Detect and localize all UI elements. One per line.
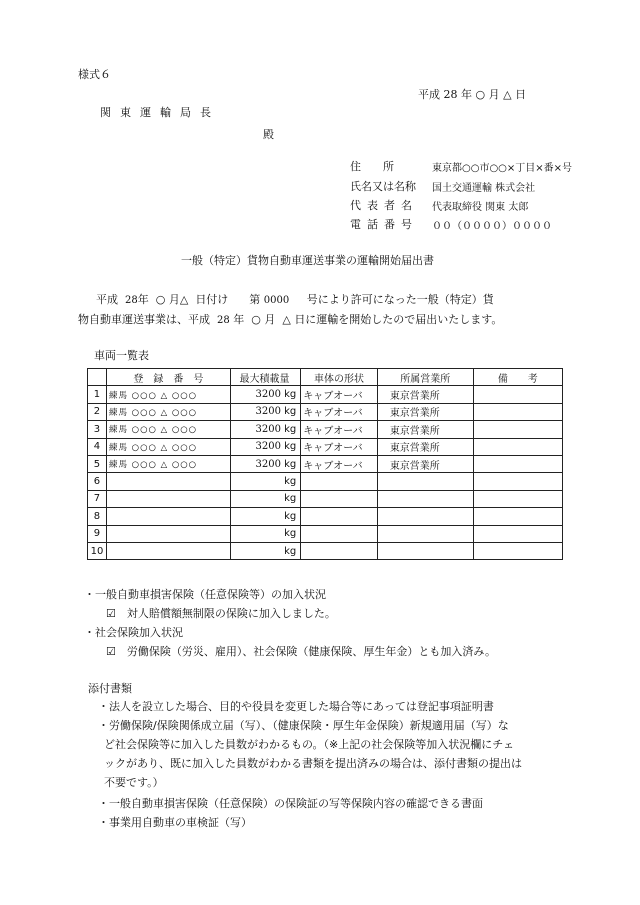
insurance-heading: ・一般自動車損害保険（任意保険等）の加入状況 <box>84 588 326 601</box>
cell-remarks <box>473 386 562 403</box>
social-insurance-heading: ・社会保険加入状況 <box>84 626 183 639</box>
cell-registration <box>106 490 230 507</box>
attachments-title: 添付書類 <box>88 682 132 695</box>
cell-no: 6 <box>88 473 107 490</box>
cell-no: 5 <box>88 455 107 472</box>
attachment-item: ・一般自動車損害保険（任意保険）の保険証の写等保険内容の確認できる書面 <box>98 797 483 810</box>
table-row <box>88 403 563 420</box>
attachment-item-cont: ックがあり、既に加入した員数がわかる書類を提出済みの場合は、添付書類の提出は <box>104 757 522 770</box>
cell-no: 8 <box>88 508 107 525</box>
cell-office <box>377 542 473 559</box>
cell-office: 東京営業所 <box>377 438 473 455</box>
attachment-item-cont: 不要です。） <box>104 776 164 789</box>
cell-registration <box>106 473 230 490</box>
attachment-item: ・法人を設立した場合、目的や役員を変更した場合等にあっては登記事項証明書 <box>98 700 494 713</box>
cell-registration: 練馬 ○○○ △ ○○○ <box>106 421 230 438</box>
cell-office <box>377 508 473 525</box>
table-row <box>88 438 563 455</box>
body-line-2: 物自動車運送事業は、平成 28 年 ○ 月 △ 日に運輸を開始したので届出いたします。 <box>78 313 503 326</box>
cell-capacity: kg <box>230 490 300 507</box>
addressee: 関東運輸局長 <box>100 106 220 119</box>
table-row <box>88 490 563 507</box>
cell-no: 10 <box>88 542 107 559</box>
cell-capacity: kg <box>230 508 300 525</box>
cell-capacity: kg <box>230 542 300 559</box>
name-value: 国土交通運輸 株式会社 <box>432 183 536 194</box>
table-row <box>88 525 563 542</box>
cell-registration: 練馬 ○○○ △ ○○○ <box>106 438 230 455</box>
address-value: 東京都○○市○○×丁目×番×号 <box>432 163 573 174</box>
body-line-1: 平成 28年 ○ 月△ 日付け 第 0000 号により許可になった一般（特定）貨 <box>96 293 494 306</box>
name-label: 氏名又は名称 <box>350 180 416 193</box>
cell-remarks <box>473 490 562 507</box>
cell-body-shape: キャブオーバ <box>301 438 378 455</box>
cell-registration <box>106 525 230 542</box>
table-row <box>88 508 563 525</box>
attachment-item: ・労働保険/保険関係成立届（写）、（健康保険・厚生年金保険）新規適用届（写）な <box>98 719 509 732</box>
cell-registration: 練馬 ○○○ △ ○○○ <box>106 455 230 472</box>
cell-body-shape <box>301 490 378 507</box>
attachment-item-cont: ど社会保険等に加入した員数がわかるもの。（※上記の社会保険等加入状況欄にチェ <box>104 738 514 751</box>
cell-no: 4 <box>88 438 107 455</box>
cell-capacity: kg <box>230 473 300 490</box>
cell-office: 東京営業所 <box>377 455 473 472</box>
social-insurance-checked-item: ☑ 労働保険（労災、雇用）、社会保険（健康保険、厚生年金）とも加入済み。 <box>106 645 497 658</box>
cell-body-shape: キャブオーバ <box>301 403 378 420</box>
insurance-checked-item: ☑ 対人賠償額無制限の保険に加入しました。 <box>106 607 336 620</box>
addressee-suffix: 殿 <box>263 128 274 141</box>
cell-capacity: 3200 kg <box>230 438 300 455</box>
cell-no: 7 <box>88 490 107 507</box>
cell-remarks <box>473 455 562 472</box>
cell-body-shape <box>301 542 378 559</box>
cell-remarks <box>473 542 562 559</box>
form-number: 様式６ <box>78 68 111 81</box>
tel-label: 電話番号 <box>350 218 418 231</box>
cell-body-shape: キャブオーバ <box>301 386 378 403</box>
cell-body-shape: キャブオーバ <box>301 455 378 472</box>
table-row <box>88 473 563 490</box>
cell-office: 東京営業所 <box>377 386 473 403</box>
col-header-body-shape: 車体の形状 <box>301 369 378 386</box>
col-header-registration: 登 録 番 号 <box>106 369 230 386</box>
cell-remarks <box>473 473 562 490</box>
rep-label: 代表者名 <box>350 199 418 212</box>
cell-remarks <box>473 508 562 525</box>
cell-registration: 練馬 ○○○ △ ○○○ <box>106 386 230 403</box>
date-month: ○ <box>475 88 486 101</box>
cell-body-shape <box>301 473 378 490</box>
cell-office: 東京営業所 <box>377 421 473 438</box>
cell-office <box>377 525 473 542</box>
submission-date: 平成 28 年 ○ 月 △ 日 <box>418 88 527 101</box>
cell-remarks <box>473 438 562 455</box>
cell-body-shape: キャブオーバ <box>301 421 378 438</box>
cell-remarks <box>473 525 562 542</box>
col-header-capacity: 最大積載量 <box>230 369 300 386</box>
cell-office: 東京営業所 <box>377 403 473 420</box>
address-label: 住 所 <box>350 160 394 173</box>
cell-registration: 練馬 ○○○ △ ○○○ <box>106 403 230 420</box>
col-header-no <box>88 369 107 386</box>
col-header-office: 所属営業所 <box>377 369 473 386</box>
table-row <box>88 386 563 403</box>
cell-capacity: 3200 kg <box>230 403 300 420</box>
cell-capacity: 3200 kg <box>230 386 300 403</box>
cell-no: 2 <box>88 403 107 420</box>
attachment-item: ・事業用自動車の車検証（写） <box>98 816 252 829</box>
cell-capacity: kg <box>230 525 300 542</box>
table-header-row <box>88 369 563 386</box>
table-row <box>88 421 563 438</box>
cell-capacity: 3200 kg <box>230 421 300 438</box>
cell-office <box>377 473 473 490</box>
cell-no: 1 <box>88 386 107 403</box>
tel-value: ００（００００）００００ <box>432 221 552 232</box>
date-day: △ <box>503 88 512 101</box>
cell-registration <box>106 542 230 559</box>
cell-body-shape <box>301 525 378 542</box>
col-header-remarks: 備 考 <box>473 369 562 386</box>
vehicle-table <box>87 368 563 560</box>
cell-office <box>377 490 473 507</box>
cell-remarks <box>473 403 562 420</box>
document-title: 一般（特定）貨物自動車運送事業の運輸開始届出書 <box>181 254 434 267</box>
cell-registration <box>106 508 230 525</box>
cell-capacity: 3200 kg <box>230 455 300 472</box>
date-era: 平成 <box>418 88 440 101</box>
rep-value: 代表取締役 関東 太郎 <box>432 202 529 213</box>
table-row <box>88 455 563 472</box>
cell-body-shape <box>301 508 378 525</box>
cell-no: 3 <box>88 421 107 438</box>
date-year: 28 <box>443 88 458 101</box>
cell-no: 9 <box>88 525 107 542</box>
cell-remarks <box>473 421 562 438</box>
vehicle-table-caption: 車両一覧表 <box>94 349 149 362</box>
table-row <box>88 542 563 559</box>
